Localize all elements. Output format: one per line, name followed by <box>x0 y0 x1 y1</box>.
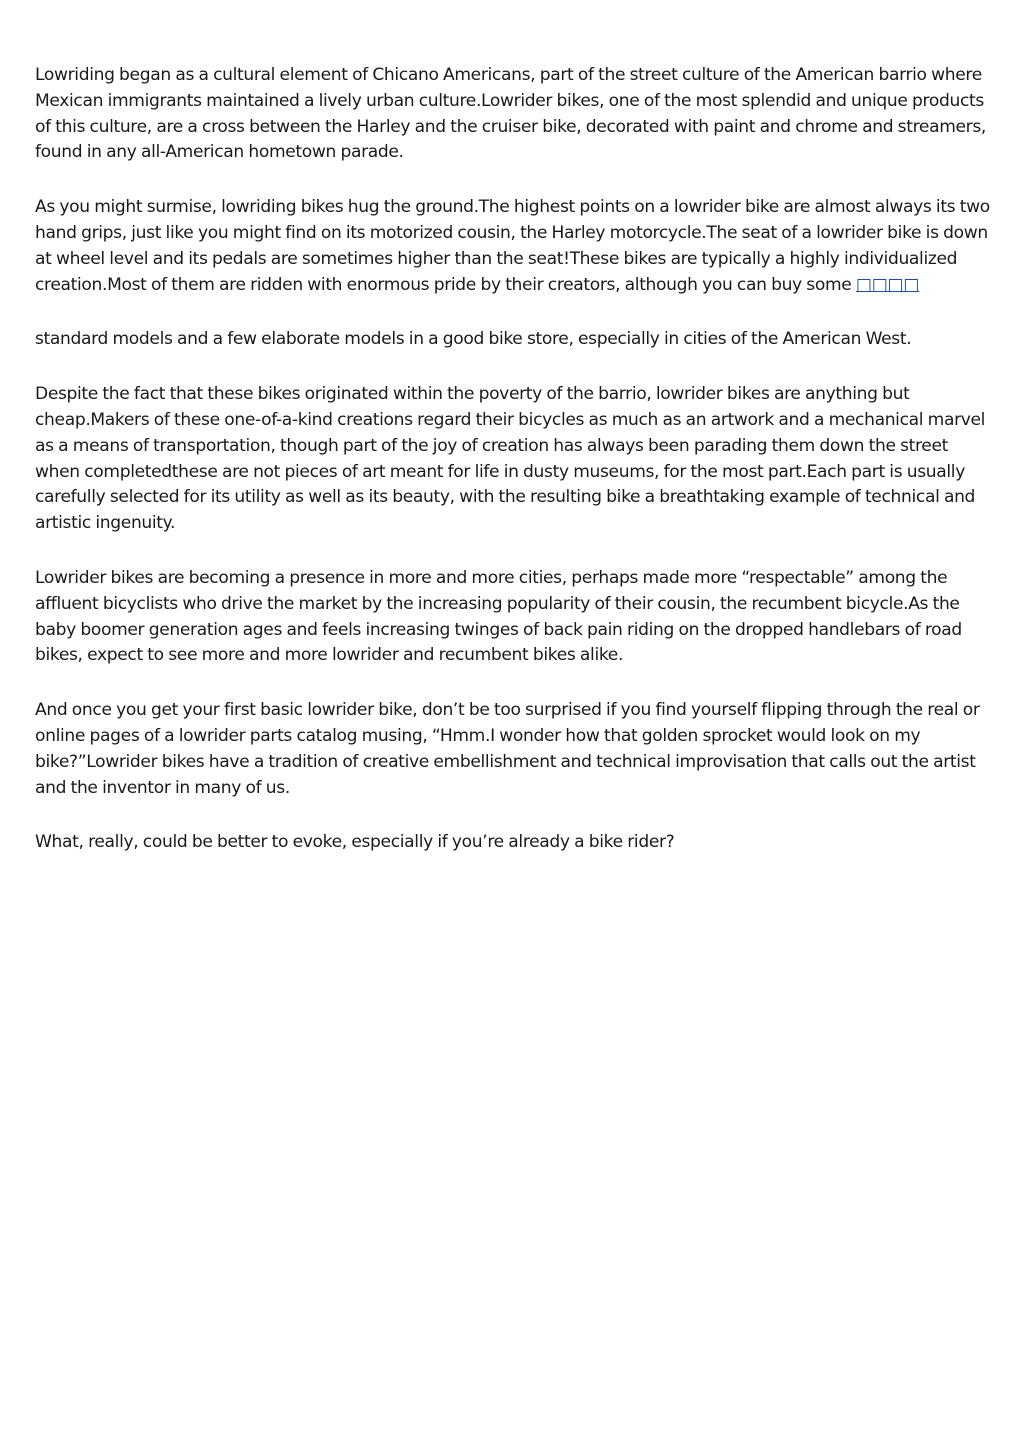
paragraph-text: As you might surmise, lowriding bikes hug the ground.The highest points on a lowrider bike are almost always its two hand grips, just like you might find on its motorized cousin, the Harley motorcycle.The seat of a lowrider bike is down at wheel level and its pedals are sometimes higher than the seat!These bikes are typically a highly individualized creation.Most of them are ridden with enormous pride by their creators, although you can buy some <box>35 197 990 295</box>
paragraph-hug-the-ground <box>35 195 995 298</box>
paragraph-lowriding-origins: Lowriding began as a cultural element of Chicano Americans, part of the street culture of the American barrio where Mexican immigrants maintained a lively urban culture.Lowrider bikes, one of the most splendid and unique products of this culture, are a cross between the Harley and the cruiser bike, decorated with paint and chrome and streamers, found in any all-American hometown parade. <box>35 65 986 163</box>
paragraph-parts-catalog: And once you get your first basic lowrider bike, don’t be too surprised if you find yourself flipping through the real or online pages of a lowrider parts catalog musing, “Hmm.I wonder how that golden sprocket would look on my bike?”Lowrider bikes have a tradition of creative embellishment and technical improvisation that calls out the artist and the inventor in many of us. <box>35 700 980 798</box>
paragraph-not-cheap: Despite the fact that these bikes originated within the poverty of the barrio, lowrider bikes are anything but cheap.Makers of these one-of-a-kind creations regard their bicycles as much as an artwork and a mechanical marvel as a means of transportation, though part of the joy of creation has always been parading them down the street when completedthese are not pieces of art meant for life in dusty museums, for the most part.Each part is usually carefully selected for its utility as well as its beauty, with the resulting bike a breathtaking example of technical and artistic ingenuity. <box>35 384 986 534</box>
document-body <box>35 63 995 885</box>
paragraph-standard-models: standard models and a few elaborate models in a good bike store, especially in cities of the American West. <box>35 329 912 350</box>
inline-link[interactable]: □□□□ <box>855 274 920 295</box>
paragraph-becoming-presence: Lowrider bikes are becoming a presence in more and more cities, perhaps made more “respectable” among the affluent bicyclists who drive the market by the increasing popularity of their cousin, the recumbent bicycle.As the baby boomer generation ages and feels increasing twinges of back pain riding on the dropped handlebars of road bikes, expect to see more and more lowrider and recumbent bikes alike. <box>35 567 962 666</box>
paragraph-closing-question: What, really, could be better to evoke, especially if you’re already a bike rider? <box>35 832 675 853</box>
